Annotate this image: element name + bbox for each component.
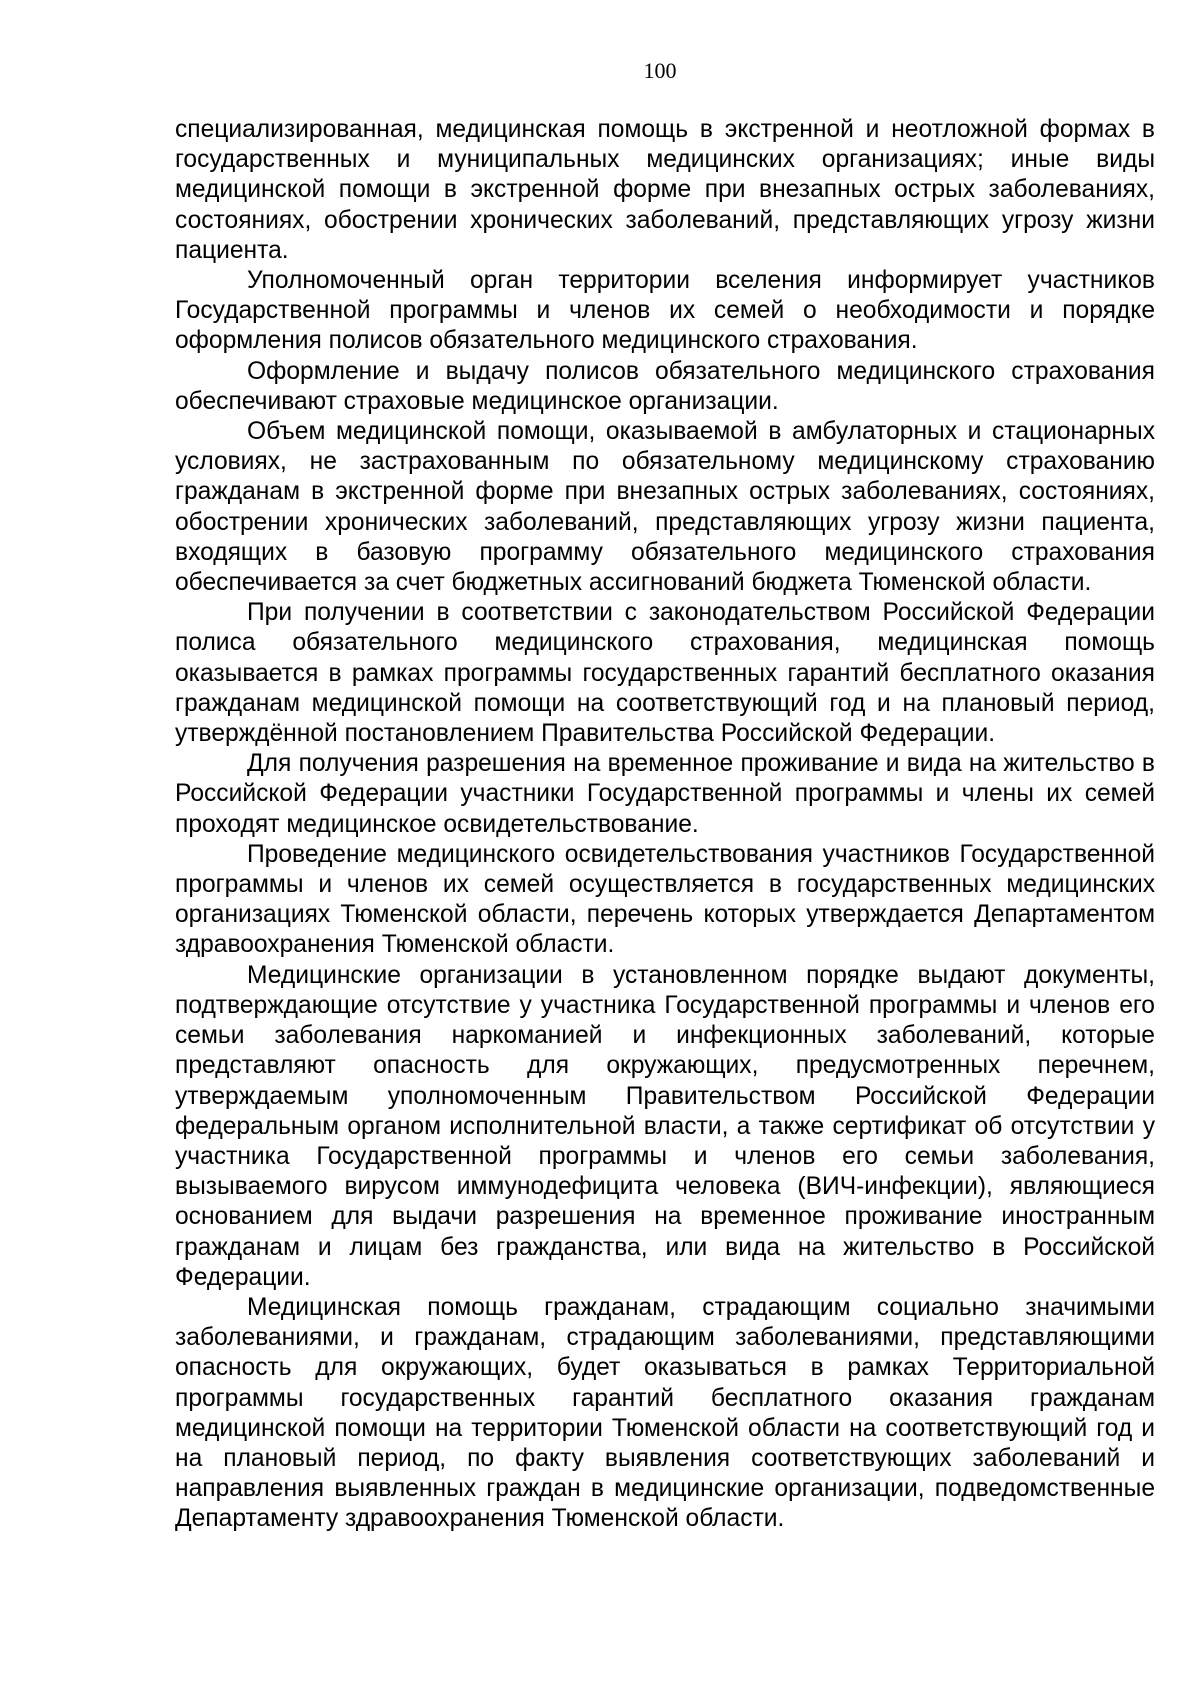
paragraph-insured-care: При получении в соответствии с законодательством Российской Федерации полиса обязательного медицинского страхования, медицинская помощь оказывается в рамках программы государственных гарантий бесплатного оказания гражданам медицинской помощи на соответствующий год и на плановый период, утверждённой постановлением Правительства Российской Федерации. xyxy=(175,599,1155,748)
paragraph-medical-documents: Медицинские организации в установленном порядке выдают документы, подтверждающие отсутствие у участника Государственной программы и членов его семьи заболевания наркоманией и инфекционных заболеваний, которые представляют опасность для окружающих, предусмотренных перечнем, утверждаемым уполномоченным Правительством Российской Федерации федеральным органом исполнительной власти, а также сертификат об отсутствии у участника Государственной программы и членов его семьи заболевания, вызываемого вирусом иммунодефицита человека (ВИЧ-инфекции), являющиеся основанием для выдачи разрешения на временное проживание иностранным гражданам и лицам без гражданства, или вида на жительство в Российской Федерации. xyxy=(175,961,1155,1291)
paragraph-residence-permit: Для получения разрешения на временное проживание и вида на жительство в Российской Федерации участники Государственной программы и члены их семей проходят медицинское освидетельствование. xyxy=(175,750,1155,838)
paragraph-oms-info: Уполномоченный орган территории вселения информирует участников Государственной программы и членов их семей о необходимости и порядке оформления полисов обязательного медицинского страхования. xyxy=(175,267,1155,355)
page-number: 100 xyxy=(643,58,677,83)
paragraph-uninsured-care: Объем медицинской помощи, оказываемой в амбулаторных и стационарных условиях, не застрахованным по обязательному медицинскому страхованию гражданам в экстренной форме при внезапных острых заболеваниях, состояниях, обострении хронических заболеваний, представляющих угрозу жизни пациента, входящих в базовую программу обязательного медицинского страхования обеспечивается за счет бюджетных ассигнований бюджета Тюменской области. xyxy=(175,418,1155,597)
paragraph-examination: Проведение медицинского освидетельствования участников Государственной программы и членов их семей осуществляется в государственных медицинских организациях Тюменской области, перечень которых утверждается Департаментом здравоохранения Тюменской области. xyxy=(175,840,1155,959)
paragraph-oms-issuance: Оформление и выдачу полисов обязательного медицинского страхования обеспечивают страховые медицинское организации. xyxy=(175,357,1155,415)
paragraph-socially-significant: Медицинская помощь гражданам, страдающим социально значимыми заболеваниями, и гражданам, страдающим заболеваниями, представляющими опасность для окружающих, будет оказываться в рамках Территориальной программы государственных гарантий бесплатного оказания гражданам медицинской помощи на территории Тюменской области на соответствующий год и на плановый период, по факту выявления соответствующих заболеваний и направления выявленных граждан в медицинские организации, подведомственные Департаменту здравоохранения Тюменской области. xyxy=(175,1293,1155,1533)
document-body xyxy=(175,115,1155,1535)
paragraph-continuation: специализированная, медицинская помощь в экстренной и неотложной формах в государственных и муниципальных медицинских организациях; иные виды медицинской помощи в экстренной форме при внезапных острых заболеваниях, состояниях, обострении хронических заболеваний, представляющих угрозу жизни пациента. xyxy=(175,116,1155,264)
